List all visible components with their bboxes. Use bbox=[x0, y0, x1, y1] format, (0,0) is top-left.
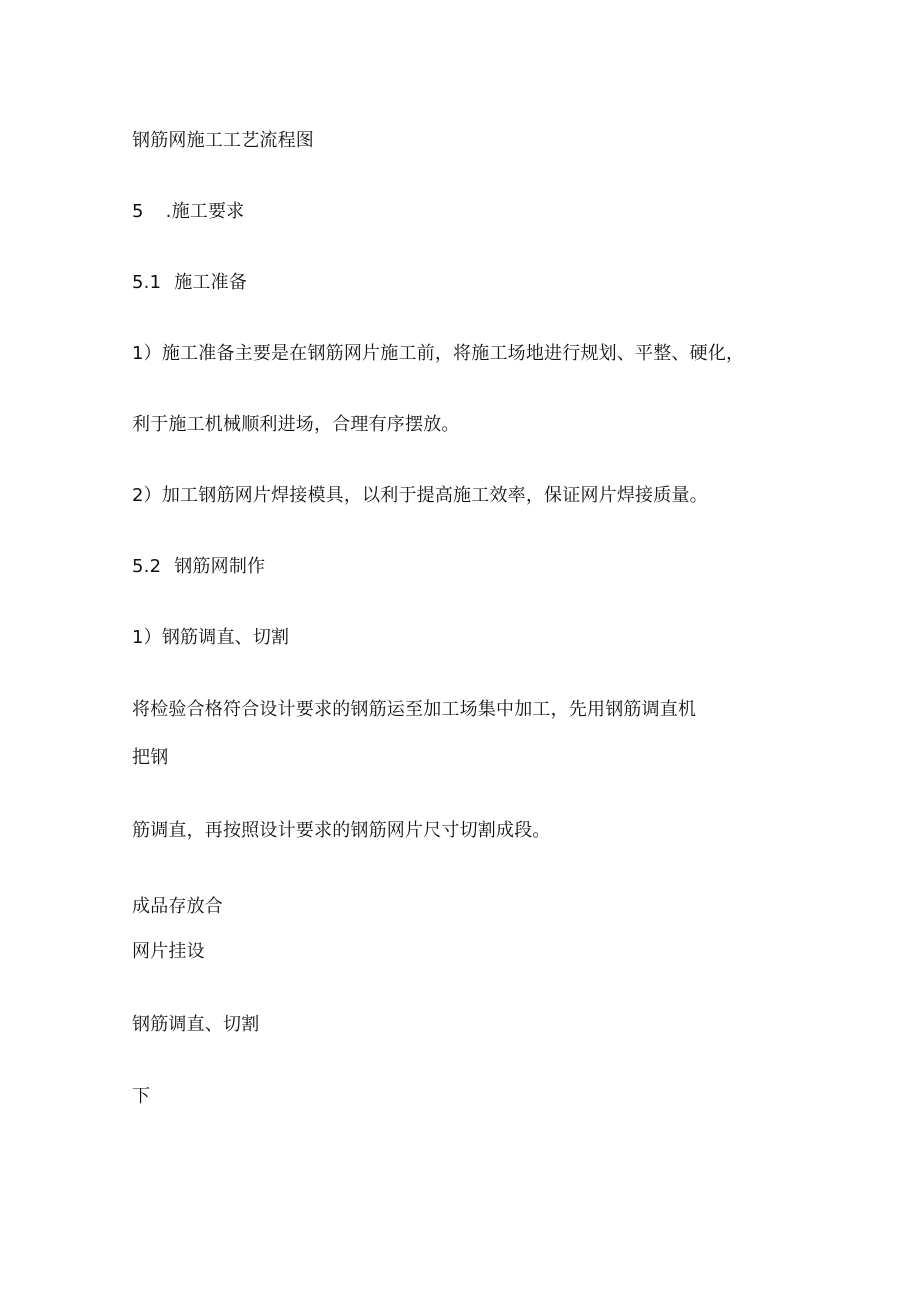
section-5-2-number: 5.2 bbox=[132, 556, 162, 577]
section-5-2-heading bbox=[132, 556, 265, 578]
make-text-line-1: 将检验合格符合设计要求的钢筋运至加工场集中加工，先用钢筋调直机 bbox=[132, 699, 697, 720]
section-5-number: 5 bbox=[132, 201, 144, 222]
make-text-line-3: 筋调直，再按照设计要求的钢筋网片尺寸切割成段。 bbox=[132, 820, 551, 841]
prep-item-1-line-2: 利于施工机械顺利进场，合理有序摆放。 bbox=[132, 414, 460, 435]
section-5-1-heading bbox=[132, 272, 247, 294]
flow-text-1: 成品存放合 bbox=[132, 896, 223, 917]
flow-text-3: 钢筋调直、切割 bbox=[132, 1014, 260, 1035]
section-5-heading bbox=[132, 201, 244, 223]
make-text-line-2: 把钢 bbox=[132, 747, 169, 768]
section-5-label: .施工要求 bbox=[165, 201, 245, 222]
flow-text-4: 下 bbox=[132, 1086, 151, 1107]
section-5-1-label: 施工准备 bbox=[174, 272, 248, 293]
document-title: 钢筋网施工工艺流程图 bbox=[132, 130, 314, 151]
prep-item-1-line-1: 1）施工准备主要是在钢筋网片施工前，将施工场地进行规划、平整、硬化， bbox=[132, 343, 745, 364]
make-item-1: 1）钢筋调直、切割 bbox=[132, 627, 290, 648]
flow-text-2: 网片挂设 bbox=[132, 941, 205, 962]
prep-item-2: 2）加工钢筋网片焊接模具，以利于提高施工效率，保证网片焊接质量。 bbox=[132, 485, 708, 506]
section-5-2-label: 钢筋网制作 bbox=[174, 556, 266, 577]
section-5-1-number: 5.1 bbox=[132, 272, 162, 293]
